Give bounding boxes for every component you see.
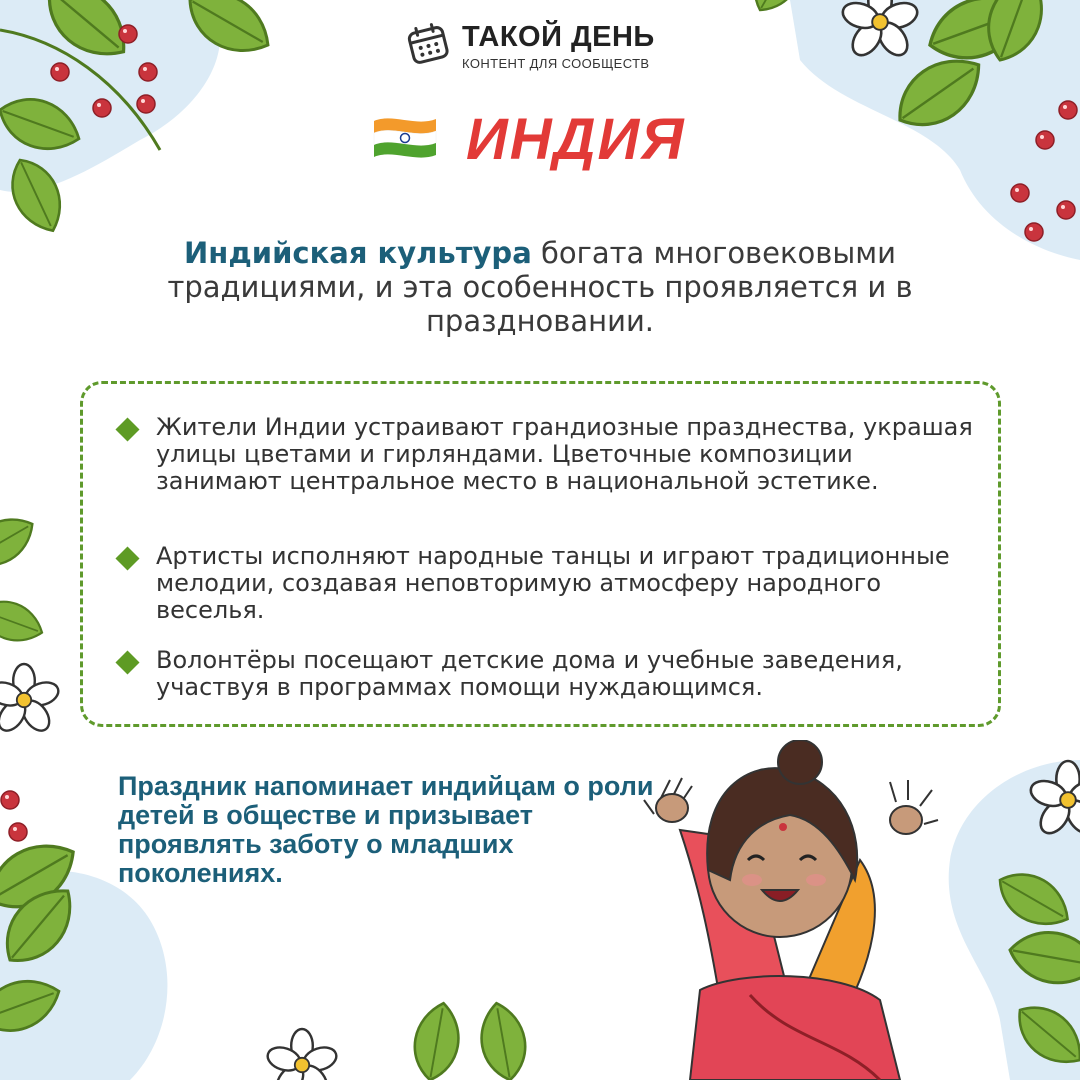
brand-name: ТАКОЙ ДЕНЬ [462,20,655,53]
diamond-bullet-icon [115,650,139,674]
list-item [113,543,973,624]
diamond-bullet-icon [115,546,139,570]
fact-text: Жители Индии устраивают грандиозные празднества, украшая улицы цветами и гирляндами. Цветочные композиции занимают центральное место в национальной эстетике. [156,413,973,495]
list-item [113,647,973,701]
brand-tagline: КОНТЕНТ ДЛЯ СООБЩЕСТВ [462,55,650,71]
girl-illustration [640,740,940,1080]
intro-highlight: Индийская культура [184,236,532,270]
intro-rest: богата многовековыми традициями, и эта особенность проявляется и в праздновании. [167,236,913,338]
intro-text [120,236,960,338]
brand-header [404,20,655,72]
page-title: ИНДИЯ [466,107,686,172]
fact-text: Артисты исполняют народные танцы и играют традиционные мелодии, создавая неповторимую атмосферу народного веселья. [156,542,950,624]
facts-box [80,381,1001,727]
list-item [113,414,973,495]
title-row [372,107,686,172]
diamond-bullet-icon [115,417,139,441]
closing-text: Праздник напоминает индийцам о роли детей в обществе и призывает проявлять заботу о младших поколениях. [118,771,654,888]
calendar-icon [404,20,452,72]
brand-text [462,22,655,71]
india-flag-icon [372,113,438,167]
fact-text: Волонтёры посещают детские дома и учебные заведения, участвуя в программах помощи нуждающимся. [156,646,903,701]
